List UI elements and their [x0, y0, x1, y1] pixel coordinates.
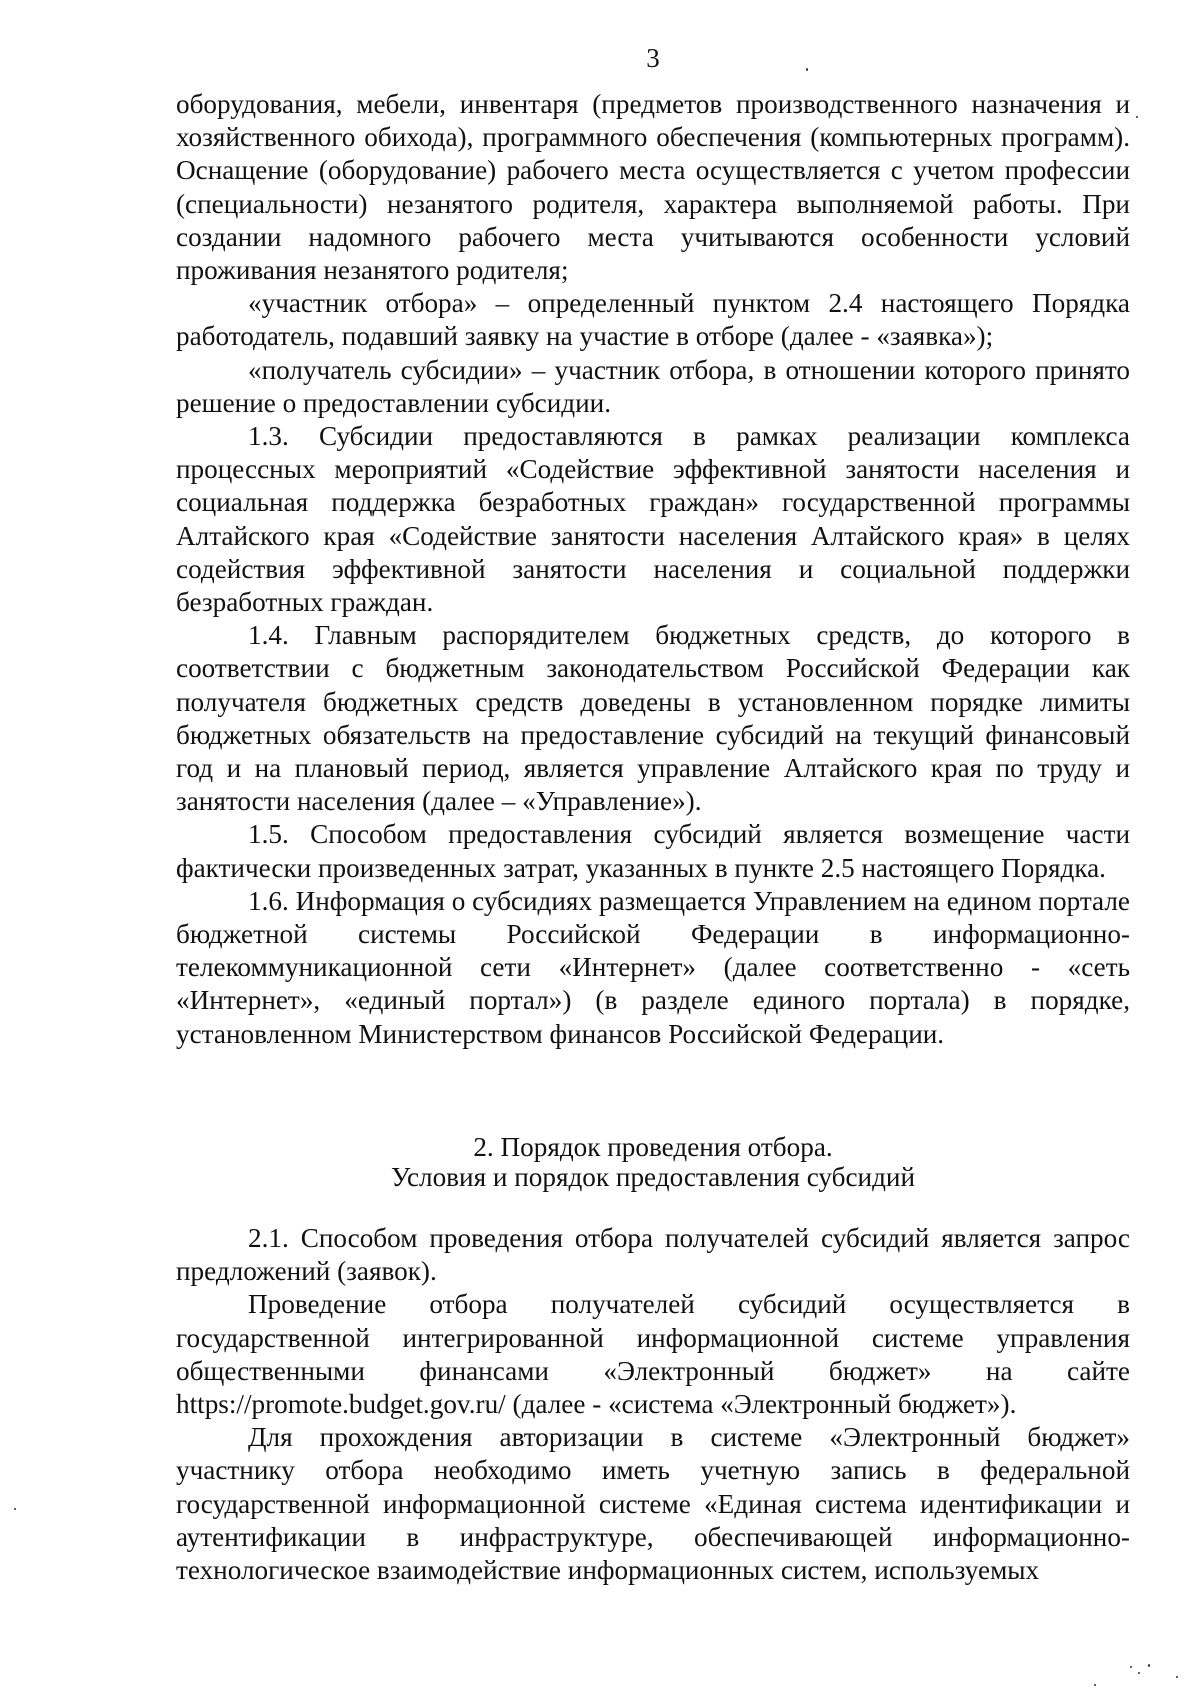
- scan-speck: [1136, 116, 1138, 118]
- scan-speck: [1130, 1666, 1132, 1668]
- scan-speck: [1148, 1664, 1150, 1667]
- scan-speck: [1176, 1676, 1178, 1678]
- paragraph-subsidy-recipient: «получатель субсидии» – участник отбора, в отношении которого принято решение о предоставлении субсидии.: [176, 354, 1130, 418]
- paragraph-authorization: Для прохождения авторизации в системе «Электронный бюджет» участнику отбора необходимо иметь учетную запись в федеральной государственной информационной системе «Единая система идентификации и аутентификации в инфраструктуре, обеспечивающей информационно-технологическое взаимодействие информационных систем, используемых: [176, 1422, 1130, 1586]
- paragraph-clause-1-4: 1.4. Главным распорядителем бюджетных средств, до которого в соответствии с бюджетным законодательством Российской Федерации как получателя бюджетных средств доведены в установленном порядке лимиты бюджетных обязательств на предоставление субсидий на текущий финансовый год и на плановый период, является управление Алтайского края по труду и занятости населения (далее – «Управление»).: [176, 620, 1130, 817]
- paragraph-clause-2-1: 2.1. Способом проведения отбора получателей субсидий является запрос предложений (заявок).: [176, 1223, 1130, 1287]
- scan-speck: [14, 1508, 16, 1510]
- body-text-upper: [176, 88, 1130, 1051]
- scan-speck: [1094, 1684, 1096, 1686]
- paragraph-clause-1-3: 1.3. Субсидии предоставляются в рамках реализации комплекса процессных мероприятий «Содействие эффективной занятости населения и социальная поддержка безработных граждан» государственной программы Алтайского края «Содействие занятости населения Алтайского края» в целях содействия эффективной занятости населения и социальной поддержки безработных граждан.: [176, 421, 1130, 618]
- page-number: 3: [646, 43, 660, 73]
- paragraph-selection-procedure: Проведение отбора получателей субсидий осуществляется в государственной интегрированной информационной системе управления общественными финансами «Электронный бюджет» на сайте https://promote.budget.gov.ru/ (далее - «система «Электронный бюджет»).: [176, 1289, 1130, 1420]
- paragraph-selection-participant: «участник отбора» – определенный пунктом 2.4 настоящего Порядка работодатель, подавший заявку на участие в отборе (далее - «заявка»);: [176, 288, 1130, 352]
- section-heading-line-2: Условия и порядок предоставления субсидий: [390, 1162, 916, 1192]
- paragraph-clause-1-6: 1.6. Информация о субсидиях размещается Управлением на едином портале бюджетной системы Российской Федерации в информационно-телекоммуникационной сети «Интернет» (далее соответственно - «сеть «Интернет», «единый портал») (в разделе единого портала) в порядке, установленном Министерством финансов Российской Федерации.: [176, 885, 1130, 1049]
- scan-speck: [1138, 1672, 1140, 1674]
- scan-speck: [806, 68, 808, 71]
- section-heading: [176, 1132, 1130, 1192]
- paragraph-equipment-definition: оборудования, мебели, инвентаря (предметов производственного назначения и хозяйственного обихода), программного обеспечения (компьютерных программ). Оснащение (оборудование) рабочего места осуществляется с учетом профессии (специальности) незанятого родителя, характера выполняемой работы. При создании надомного рабочего места учитываются особенности условий проживания незанятого родителя;: [176, 89, 1130, 286]
- section-heading-line-1: 2. Порядок проведения отбора.: [473, 1132, 833, 1162]
- body-text-lower: [176, 1222, 1130, 1587]
- paragraph-clause-1-5: 1.5. Способом предоставления субсидий является возмещение части фактически произведенных затрат, указанных в пункте 2.5 настоящего Порядка.: [176, 819, 1130, 883]
